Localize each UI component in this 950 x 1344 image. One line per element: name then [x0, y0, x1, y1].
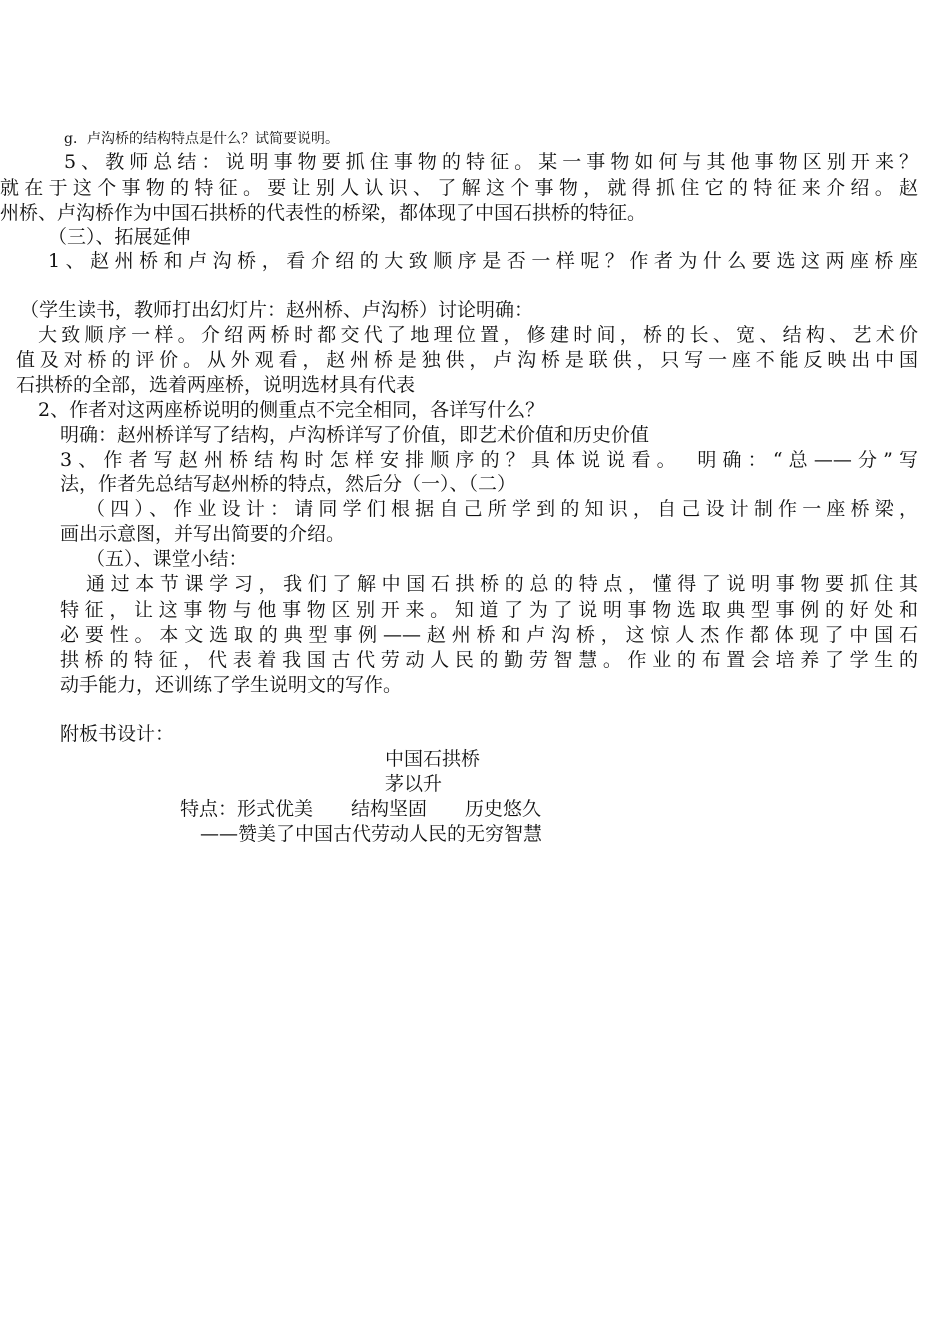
- answer-1-line-3: 石拱桥的全部，选着两座桥，说明选材具有代表: [16, 374, 416, 396]
- summary-line-3: 必要性。本文选取的典型事例——赵州桥和卢沟桥，这惊人杰作都体现了中国石: [60, 624, 918, 646]
- blackboard-title: 中国石拱桥: [385, 748, 481, 770]
- section-heading-summary: （五）、课堂小结：: [86, 548, 248, 570]
- blackboard-design-heading: 附板书设计：: [60, 723, 175, 745]
- summary-line-5: 动手能力，还训练了学生说明文的写作。: [60, 674, 403, 696]
- homework-line-2: 画出示意图，并写出简要的介绍。: [60, 523, 346, 545]
- teacher-summary-line-3: 州桥、卢沟桥作为中国石拱桥的代表性的桥梁，都体现了中国石拱桥的特征。: [0, 202, 647, 224]
- answer-1-line-2: 值及对桥的评价。从外观看，赵州桥是独供，卢沟桥是联供，只写一座不能反映出中国: [16, 349, 918, 371]
- teacher-summary-line-2: 就在于这个事物的特征。要让别人认识、了解这个事物，就得抓住它的特征来介绍。赵: [0, 177, 918, 199]
- blackboard-author: 茅以升: [385, 773, 443, 795]
- homework-line-1: （四）、作业设计：请同学们根据自己所学到的知识，自己设计制作一座桥梁，: [86, 498, 918, 520]
- blackboard-conclusion: ——赞美了中国古代劳动人民的无穷智慧: [200, 823, 543, 845]
- summary-line-2: 特征，让这事物与他事物区别开来。知道了为了说明事物选取典型事例的好处和: [60, 599, 918, 621]
- question-g: g．卢沟桥的结构特点是什么？试简要说明。: [64, 131, 339, 147]
- blackboard-features: 特点：形式优美 结构坚固 历史悠久: [180, 798, 542, 820]
- extension-question-3: 3、作者写赵州桥结构时怎样安排顺序的？具体说说看。 明确：“总——分”写: [60, 449, 918, 471]
- extension-question-2: 2、作者对这两座桥说明的侧重点不完全相同，各详写什么？: [38, 399, 545, 421]
- answer-3: 法，作者先总结写赵州桥的特点，然后分（一）、（二）: [60, 473, 517, 495]
- summary-line-1: 通过本节课学习，我们了解中国石拱桥的总的特点，懂得了说明事物要抓住其: [86, 573, 918, 595]
- teacher-summary-line-1: 5、教师总结：说明事物要抓住事物的特征。某一事物如何与其他事物区别开来？: [64, 151, 918, 173]
- extension-question-1: 1、赵州桥和卢沟桥，看介绍的大致顺序是否一样呢？作者为什么要选这两座桥座: [48, 250, 918, 272]
- answer-2: 明确：赵州桥详写了结构，卢沟桥详写了价值，即艺术价值和历史价值: [60, 424, 650, 446]
- summary-line-4: 拱桥的特征，代表着我国古代劳动人民的勤劳智慧。作业的布置会培养了学生的: [60, 649, 918, 671]
- section-heading-extension: （三）、拓展延伸: [48, 226, 191, 248]
- discussion-intro: （学生读书，教师打出幻灯片：赵州桥、卢沟桥）讨论明确：: [20, 299, 534, 321]
- answer-1-line-1: 大致顺序一样。介绍两桥时都交代了地理位置，修建时间，桥的长、宽、结构、艺术价: [38, 324, 918, 346]
